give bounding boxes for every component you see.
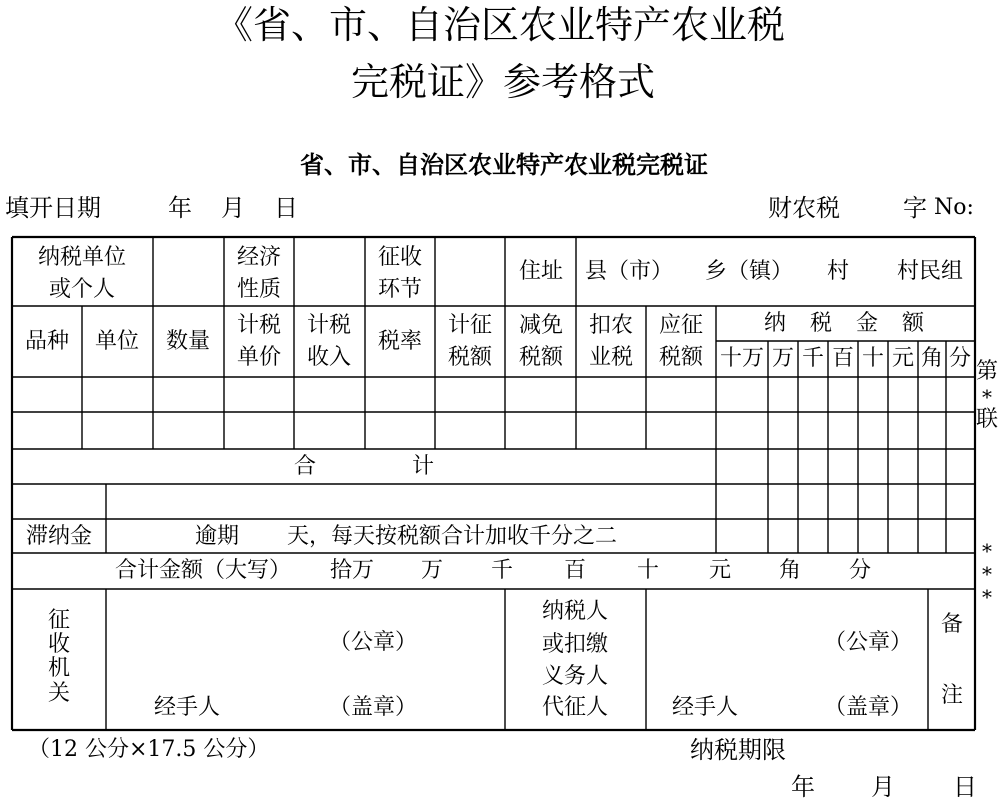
collecting-office-label-char: 机 (47, 656, 71, 681)
tax-deadline-year: 年 (791, 773, 815, 801)
collection-stage-label-line: 征收 (377, 245, 423, 270)
taxpayer-signature-label-line: 或扣缴 (541, 632, 609, 657)
column-header-taxable-income: 计税 (306, 313, 352, 338)
column-header-tax-relief: 税额 (518, 345, 564, 370)
column-header-tax-relief: 减免 (518, 313, 564, 338)
document-title-line-1: 《省、市、自治区农业特产农业税 (214, 3, 786, 47)
margin-star: * (982, 562, 992, 586)
amount-digit-header: 角 (920, 346, 944, 371)
issue-date-year: 年 (168, 194, 192, 222)
remarks-label-char: 备 (940, 612, 964, 637)
address-township: 乡（镇） (705, 259, 794, 284)
collecting-office-label-char: 关 (47, 681, 71, 706)
late-fee-rule: 天，每天按税额合计加收千分之二 (287, 524, 618, 549)
collecting-office-label-char: 收 (47, 632, 71, 657)
total-in-words-unit: 十 (636, 558, 660, 583)
address-villager-group: 村民组 (897, 259, 964, 284)
copy-mark-char: 第 (975, 359, 999, 384)
collecting-office-label-char: 征 (47, 608, 71, 633)
tax-deadline-day: 日 (953, 773, 977, 801)
taxpayer-signature-handler: 经手人 (672, 695, 739, 720)
tax-deadline-label: 纳税期限 (690, 736, 786, 764)
taxpayer-signature-label-line: 义务人 (541, 664, 609, 689)
serial-word: 字 (903, 194, 927, 222)
address-village: 村 (826, 259, 850, 284)
taxpayer-signature-seal: （公章） (823, 630, 913, 655)
economic-nature-label-line: 性质 (236, 277, 282, 302)
document-title-line-2: 完税证》参考格式 (350, 60, 656, 104)
taxpayer-label-line: 纳税单位 (37, 245, 127, 270)
amount-digit-header: 分 (948, 346, 972, 371)
column-header-quantity: 数量 (165, 329, 211, 354)
collecting-office-stamp: （盖章） (328, 695, 418, 720)
serial-number-label: No: (934, 195, 974, 220)
taxpayer-signature-label-line: 代征人 (541, 695, 609, 720)
address-label: 住址 (518, 259, 564, 284)
margin-star: * (982, 539, 992, 563)
column-header-unit-price: 计税 (236, 313, 282, 338)
column-header-unit: 单位 (94, 329, 140, 354)
size-note: （12 公分×17.5 公分） (28, 737, 270, 762)
total-in-words-unit: 千 (490, 558, 514, 583)
issue-date-month: 月 (221, 194, 245, 222)
tax-deadline-month: 月 (871, 773, 895, 801)
total-in-words-label: 合计金额（大写） (115, 558, 292, 583)
amount-digit-header: 万 (771, 346, 795, 371)
form-title: 省、市、自治区农业特产农业税完税证 (300, 150, 708, 179)
column-header-assessed-tax: 计征 (447, 313, 493, 338)
total-row-label: 合 (293, 454, 317, 479)
amount-header-label: 纳税金额 (764, 311, 949, 336)
taxpayer-label-line: 或个人 (48, 277, 116, 302)
copy-mark-char: 联 (975, 407, 999, 432)
column-header-tax-payable: 税额 (658, 345, 704, 370)
amount-digit-header: 百 (831, 346, 855, 371)
margin-star: * (982, 585, 992, 609)
total-in-words-unit: 分 (848, 558, 872, 583)
address-county: 县（市） (585, 259, 674, 284)
total-in-words-unit: 元 (708, 558, 732, 583)
collection-stage-label-line: 环节 (377, 277, 423, 302)
amount-digit-header: 元 (891, 346, 915, 371)
amount-digit-header: 千 (801, 346, 825, 371)
column-header-tax-payable: 应征 (658, 313, 704, 338)
remarks-label-char: 注 (940, 683, 964, 708)
total-in-words-unit: 拾万 (329, 558, 375, 583)
column-header-unit-price: 单价 (236, 345, 282, 370)
column-header-tax-rate: 税率 (377, 329, 423, 354)
economic-nature-label-line: 经济 (236, 245, 282, 270)
late-fee-label: 滞纳金 (25, 524, 93, 549)
taxpayer-signature-stamp: （盖章） (823, 695, 913, 720)
collecting-office-seal: （公章） (328, 630, 418, 655)
amount-digit-header: 十万 (719, 346, 765, 371)
column-header-variety: 品种 (24, 329, 70, 354)
total-in-words-unit: 角 (778, 558, 802, 583)
total-row-label: 计 (411, 454, 435, 479)
taxpayer-signature-label-line: 纳税人 (541, 599, 609, 624)
copy-mark-char: * (982, 385, 992, 409)
issue-date-label: 填开日期 (5, 194, 101, 222)
amount-digit-header: 十 (861, 346, 885, 371)
column-header-agri-tax-deduction: 扣农 (588, 313, 634, 338)
column-header-assessed-tax: 税额 (447, 345, 493, 370)
collecting-office-handler: 经手人 (154, 695, 221, 720)
column-header-agri-tax-deduction: 业税 (588, 345, 634, 370)
total-in-words-unit: 百 (563, 558, 587, 583)
serial-prefix: 财农税 (768, 194, 840, 222)
total-in-words-unit: 万 (420, 558, 444, 583)
column-header-taxable-income: 收入 (306, 345, 352, 370)
late-fee-overdue: 逾期 (195, 524, 240, 549)
issue-date-day: 日 (274, 194, 298, 222)
